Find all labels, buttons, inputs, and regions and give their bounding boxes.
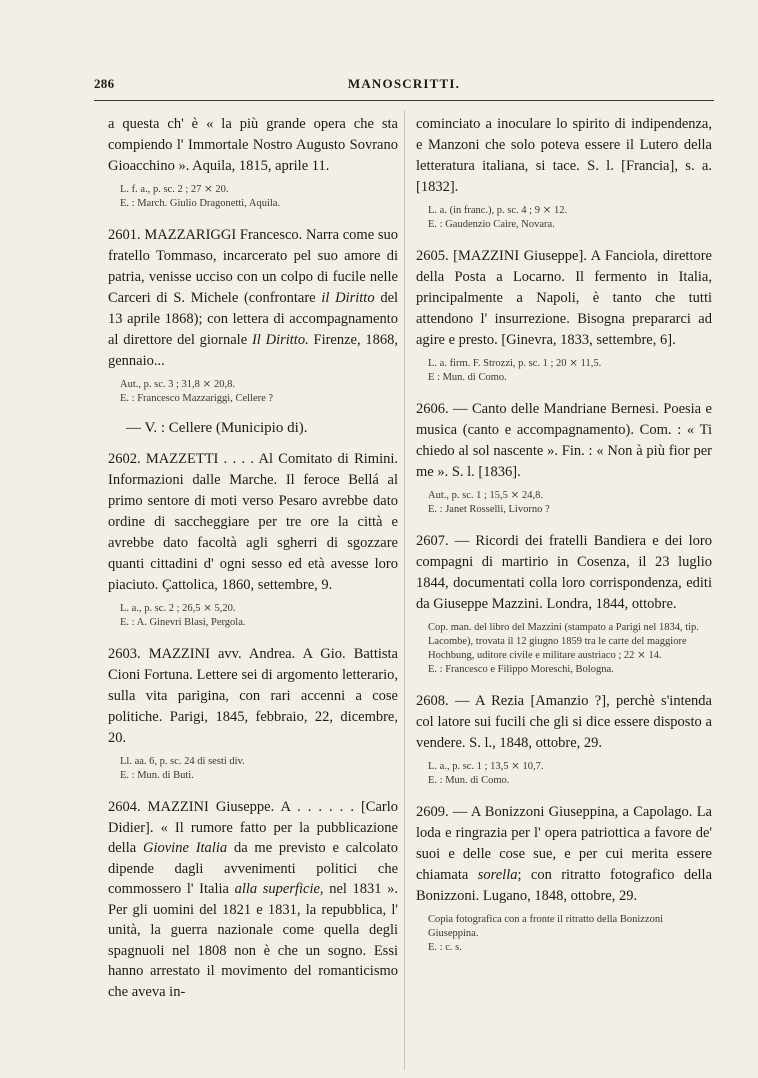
meta-owner: E. : March. Giulio Dragonetti, Aquila. [120, 198, 281, 209]
see-also-reference: — V. : Cellere (Municipio di). [126, 420, 308, 436]
entry-meta [428, 489, 712, 517]
entry-text-part: 2601. MAZZARIGGI Francesco. Narra come suo fratello Tommaso, incarcerato pel suo amore di patria, venisse ucciso con un colpo di fucile nelle Carceri di S. Michele (confrontare [108, 227, 398, 306]
meta-description: Copia fotografica con a fronte il ritratto della Bonizzoni Giuseppina. [428, 914, 663, 939]
entry-meta [428, 760, 712, 788]
journal-title: Giovine Italia [143, 840, 228, 856]
entry-text-part: da me previsto e calcolato dipende dagli avvenimenti politici che commossero l' Italia [108, 840, 399, 897]
entry-2605 [416, 246, 712, 385]
entry-meta [120, 602, 398, 630]
entry-text: cominciato a inoculare lo spirito di indipendenza, e Manzoni che solo poteva essere il Lutero della letteratura italiana, si tace. S. l. [Francia], s. a. [1832]. [416, 116, 712, 195]
entry-2609 [416, 802, 712, 955]
header-rule [94, 100, 714, 101]
page-number: 286 [94, 76, 115, 91]
entry-text-part: ; con ritratto fotografico della Bonizzoni. Lugano, 1848, ottobre, 29. [416, 867, 713, 904]
meta-owner: E. : Mun. di Como. [428, 775, 510, 786]
meta-owner: E. : Francesco Mazzariggi, Cellere ? [120, 393, 274, 404]
meta-owner: E : Mun. di Como. [428, 372, 507, 383]
meta-description: Cop. man. del libro del Mazzini (stampato a Parigi nel 1834, tip. Lacombe), trovata il 12 giugno 1859 tra le carte del maggiore Hochbung, uditore civile e militare austriaco ; 22 ⨯ 14. [428, 622, 699, 661]
journal-title: il Diritto [321, 290, 375, 306]
entry-text-part: Firenze, 1868, gennaio... [108, 332, 399, 369]
meta-owner: E. : A. Ginevri Blasi, Pergola. [120, 617, 246, 628]
entry-text: 2608. — A Rezia [Amanzio ?], perchè s'intenda col latore sui fucili che gli si dice essere disposto a vendere. S. l., 1848, ottobre, 29. [416, 693, 712, 751]
entry-meta [120, 183, 398, 211]
entry-text: 2607. — Ricordi dei fratelli Bandiera e dei loro compagni di martirio in Cosenza, il 23 luglio 1844, documentati colla loro corrispondenza, editi da Giuseppe Mazzini. Londra, 1844, ottobre. [416, 533, 712, 612]
entry-text: 2605. [MAZZINI Giuseppe]. A Fanciola, direttore della Posta a Locarno. Il fermento in Italia, principalmente a Napoli, è tanto che tutti attendono l' insurrezione. Bisogna prepararci ad agire e presto. [Ginevra, 1833, settembre, 6]. [416, 248, 712, 348]
meta-owner: E. : Mun. di Buti. [120, 770, 194, 781]
entry-meta [428, 204, 712, 232]
meta-description: Aut., p. sc. 3 ; 31,8 ⨯ 20,8. [120, 379, 235, 390]
meta-description: L. a., p. sc. 2 ; 26,5 ⨯ 5,20. [120, 603, 236, 614]
entry-2603 [108, 644, 398, 783]
meta-description: Ll. aa. 6, p. sc. 24 di sesti div. [120, 756, 245, 767]
meta-description: Aut., p. sc. 1 ; 15,5 ⨯ 24,8. [428, 490, 543, 501]
entry-text: 2606. — Canto delle Mandriane Bernesi. Poesia e musica (canto e accompagnamento). Com. : « Ti chiedo al sol nascente ». Fin. : « Non à più fior per me ». S. l. [1836]. [416, 401, 712, 480]
column-divider [404, 110, 405, 1070]
meta-owner: E. : c. s. [428, 942, 462, 953]
entry-text-part: del 13 aprile 1868); con lettera di accompagnamento al direttore del giornale [108, 290, 399, 348]
meta-owner: E. : Francesco e Filippo Moreschi, Bologna. [428, 664, 614, 675]
emphasis: sorella [477, 867, 518, 883]
entry-2601 [108, 225, 398, 406]
entry-2602 [108, 449, 398, 630]
page-title: MANOSCRITTI. [347, 76, 461, 91]
entry-2606 [416, 399, 712, 517]
entry-meta [428, 913, 712, 955]
entry-text-part: 2609. — A Bonizzoni Giuseppina, a Capolago. La loda e ringrazia per l' opera patriottica a favore de' suoi e delle cose sue, e per cui merita essere chiamata [416, 804, 712, 883]
entry-meta [120, 378, 398, 406]
entry-text-part: 2604. MAZZINI Giuseppe. A . . . . . . [Carlo Didier]. « Il rumore fatto per la pubblicazione della [108, 799, 398, 856]
right-column [416, 114, 712, 969]
entry-text [108, 797, 398, 1002]
journal-title: Il Diritto. [251, 332, 309, 348]
entry-text: a questa ch' è « la più grande opera che sta compiendo l' Immortale Nostro Augusto Sovrano Gioacchino ». Aquila, 1815, aprile 11. [108, 116, 398, 174]
entry-meta [428, 621, 712, 677]
meta-owner: E. : Gaudenzio Caire, Novara. [428, 219, 555, 230]
entry-2608 [416, 691, 712, 788]
entry-2604 [108, 797, 398, 1002]
entry-text: 2603. MAZZINI avv. Andrea. A Gio. Battista Cioni Fortuna. Lettere sei di argomento letterario, sulla vita parigina, con rari accenni a cose politiche. Parigi, 1845, febbraio, 22, dicembre, 20. [108, 646, 398, 746]
entry-2604-continuation [416, 114, 712, 232]
entry-meta [428, 357, 712, 385]
entry-text-part: nel 1831 ». Per gli uomini del 1821 e 1831, la repubblica, l' unità, la guerra nazionale come quella degli spagnuoli nel 1808 non è che un sogno. Essi hanno arrestato il movimento del romanticismo che aveva in- [108, 881, 399, 1000]
entry-meta [120, 755, 398, 783]
meta-description: L. a. firm. F. Strozzi, p. sc. 1 ; 20 ⨯ 11,5. [428, 358, 602, 369]
meta-owner: E. : Janet Rosselli, Livorno ? [428, 504, 550, 515]
entry-continuation [108, 114, 398, 211]
meta-description: L. f. a., p. sc. 2 ; 27 ⨯ 20. [120, 184, 229, 195]
running-header [94, 76, 714, 96]
entry-text [416, 802, 712, 907]
meta-description: L. a., p. sc. 1 ; 13,5 ⨯ 10,7. [428, 761, 544, 772]
meta-description: L. a. (in franc.), p. sc. 4 ; 9 ⨯ 12. [428, 205, 568, 216]
entry-text: 2602. MAZZETTI . . . . Al Comitato di Rimini. Informazioni dalle Marche. Il feroce Bellá al primo sentore di moti verso Pesaro avrebbe dato ordine di saccheggiare per tre ore la città e avrebbe dato facoltà agli sgherri di sgozzare quanti cittadini d' ogni sesso ed età avesse loro piaciuto. Çattolica, 1860, settembre, 9. [108, 451, 398, 593]
emphasis: alla superficie, [234, 881, 324, 897]
entry-2607 [416, 531, 712, 677]
left-column [108, 114, 398, 1016]
entry-text [108, 225, 398, 372]
